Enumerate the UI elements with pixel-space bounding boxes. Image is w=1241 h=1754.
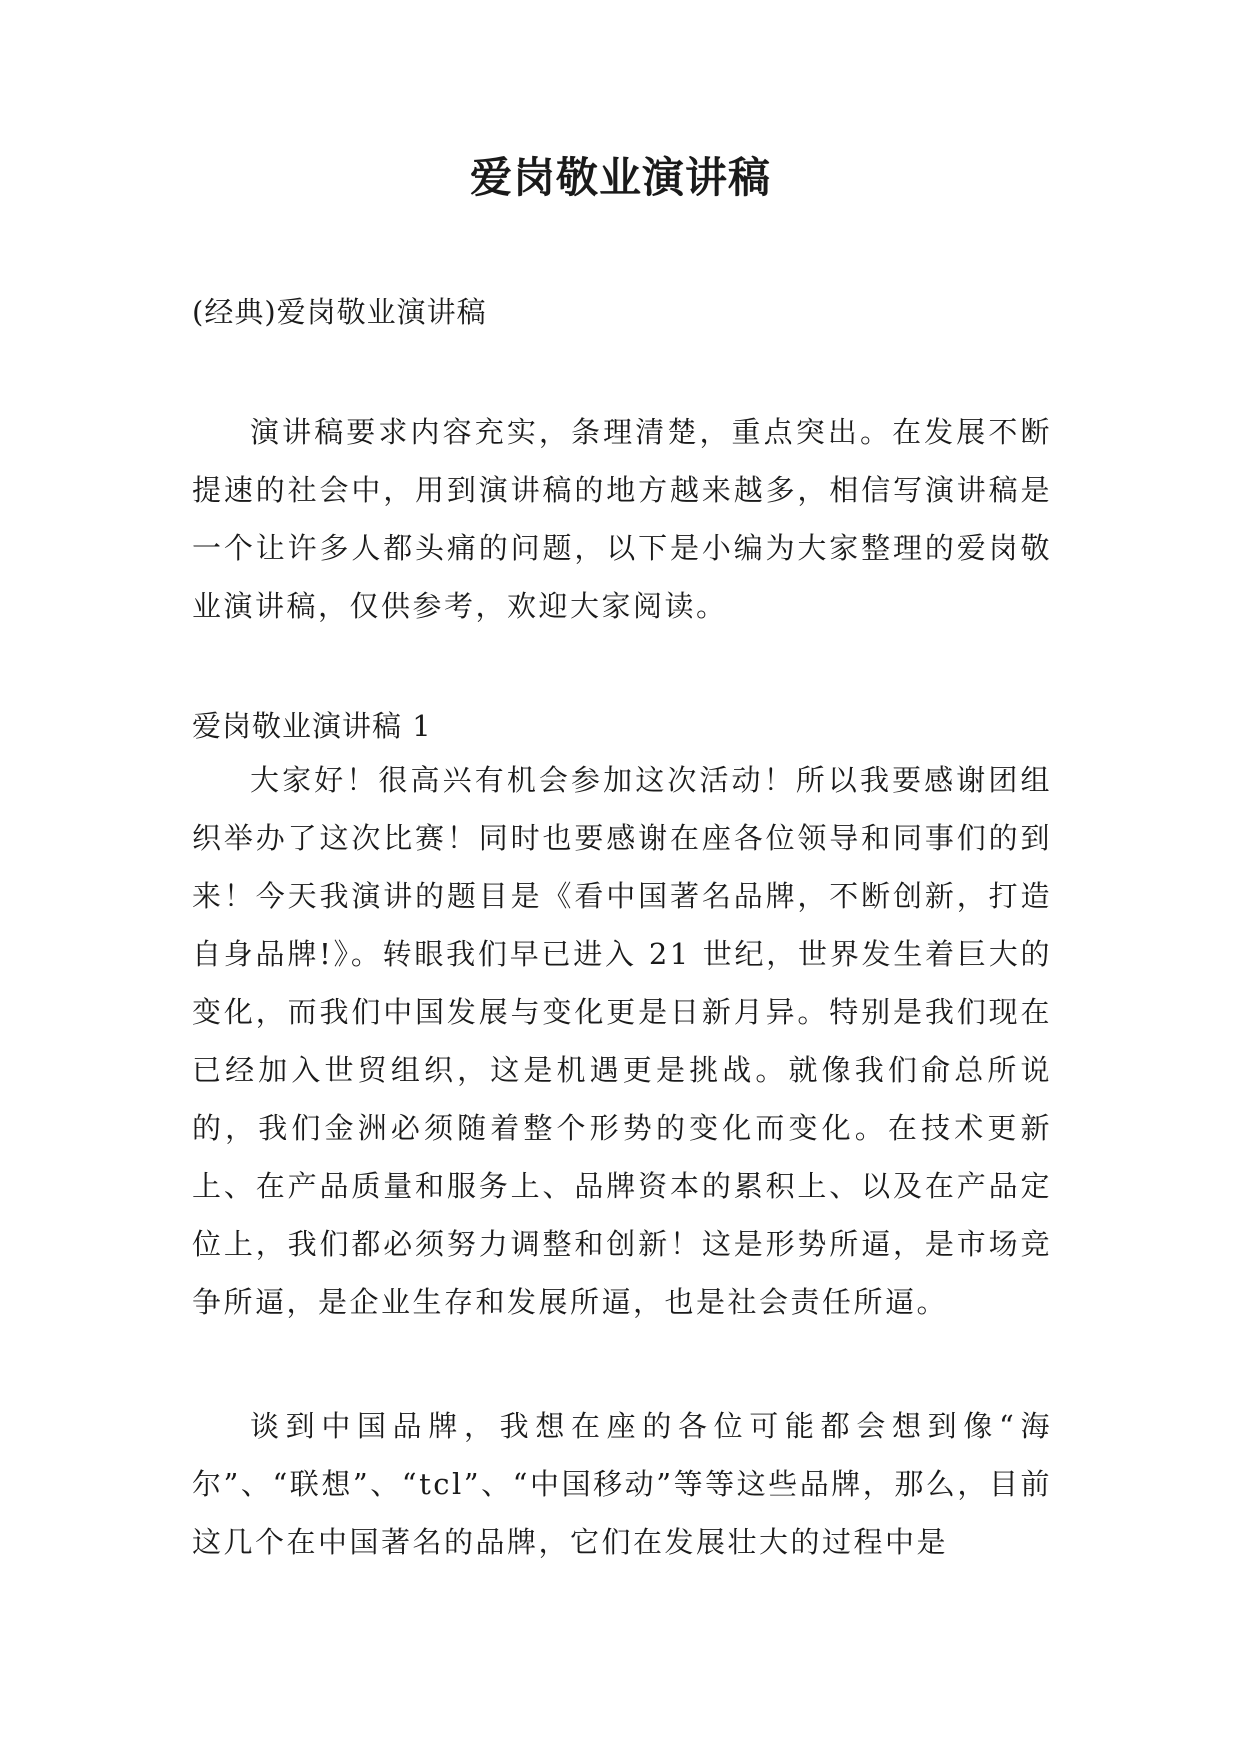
body-paragraph-2: 谈到中国品牌，我想在座的各位可能都会想到像“海尔”、“联想”、“tcl”、“中国移动”等等这些品牌，那么，目前这几个在中国著名的品牌，它们在发展壮大的过程中是	[192, 1409, 1052, 1559]
body-paragraph-1: 大家好！很高兴有机会参加这次活动！所以我要感谢团组织举办了这次比赛！同时也要感谢在座各位领导和同事们的到来！今天我演讲的题目是《看中国著名品牌，不断创新，打造自身品牌!》。转眼我们早已进入 21 世纪，世界发生着巨大的变化，而我们中国发展与变化更是日新月异。特别是我们现在已经加入世贸组织，这是机遇更是挑战。就像我们俞总所说的，我们金洲必须随着整个形势的变化而变化。在技术更新上、在产品质量和服务上、品牌资本的累积上、以及在产品定位上，我们都必须努力调整和创新！这是形势所逼，是市场竞争所逼，是企业生存和发展所逼，也是社会责任所逼。	[192, 763, 1052, 1319]
document-title: 爱岗敬业演讲稿	[469, 153, 771, 202]
section-heading: 爱岗敬业演讲稿 1	[192, 709, 432, 743]
document-subtitle: (经典)爱岗敬业演讲稿	[192, 295, 487, 329]
intro-paragraph: 演讲稿要求内容充实，条理清楚，重点突出。在发展不断提速的社会中，用到演讲稿的地方越来越多，相信写演讲稿是一个让许多人都头痛的问题，以下是小编为大家整理的爱岗敬业演讲稿，仅供参考，欢迎大家阅读。	[192, 415, 1052, 623]
